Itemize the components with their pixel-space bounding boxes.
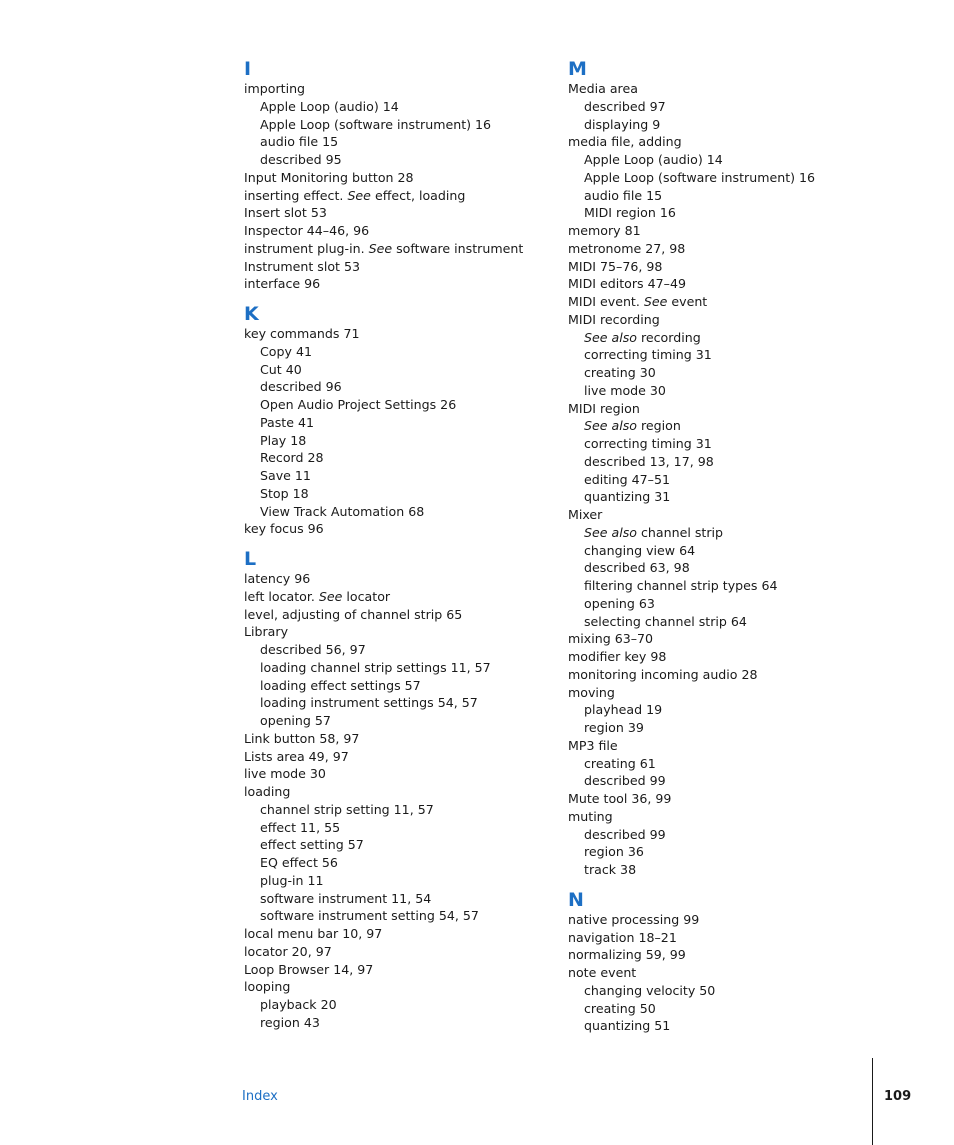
- entry-text: Apple Loop (software instrument) 16: [260, 116, 492, 132]
- index-subentry: [568, 346, 898, 364]
- see-reference: See also: [584, 524, 637, 540]
- entry-text: Instrument slot 53: [244, 258, 361, 274]
- index-subentry: [244, 151, 544, 169]
- entry-text: plug-in 11: [260, 872, 324, 888]
- entry-text: inserting effect.: [244, 187, 348, 203]
- section-letter: M: [568, 58, 587, 80]
- index-subentry: [568, 453, 898, 471]
- index-entry: [244, 783, 544, 801]
- index-subentry: [568, 151, 898, 169]
- index-entry: [244, 258, 544, 276]
- entry-text: changing velocity 50: [584, 982, 716, 998]
- entry-text: modifier key 98: [568, 649, 667, 664]
- index-section: [244, 548, 544, 1032]
- index-subentry: [244, 449, 544, 467]
- entry-text: correcting timing 31: [584, 347, 712, 363]
- index-subentry: [568, 98, 898, 116]
- reference-target: event: [667, 294, 708, 309]
- index-subentry: [568, 524, 898, 542]
- index-subentry: [244, 819, 544, 837]
- index-entry: [244, 240, 544, 258]
- index-subentry: [244, 485, 544, 503]
- index-column-right: [568, 58, 898, 1035]
- entry-text: described 13, 17, 98: [584, 453, 714, 469]
- index-entry: [568, 929, 898, 947]
- index-section: [568, 889, 898, 1035]
- entry-text: opening 57: [260, 713, 331, 728]
- section-letter: K: [244, 303, 259, 325]
- entry-text: creating 50: [584, 1000, 656, 1016]
- entry-text: track 38: [584, 862, 637, 877]
- index-subentry: [568, 701, 898, 719]
- index-subentry: [244, 378, 544, 396]
- index-subentry: [568, 329, 898, 347]
- entry-text: muting: [568, 808, 613, 824]
- index-subentry: [244, 872, 544, 890]
- entry-text: audio file 15: [260, 134, 339, 150]
- index-subentry: [568, 471, 898, 489]
- entry-text: key commands 71: [244, 326, 360, 341]
- index-entry: [568, 946, 898, 964]
- entry-text: EQ effect 56: [260, 855, 338, 870]
- entry-text: audio file 15: [584, 187, 663, 203]
- see-reference: See: [643, 294, 668, 309]
- index-entry: [244, 169, 544, 187]
- entry-text: described 63, 98: [584, 560, 690, 576]
- index-entry: [244, 588, 544, 606]
- reference-target: effect, loading: [370, 187, 466, 203]
- entry-text: Paste 41: [260, 414, 315, 430]
- entry-text: Loop Browser 14, 97: [244, 961, 374, 977]
- entry-text: displaying 9: [584, 116, 661, 132]
- reference-target: software instrument: [392, 240, 524, 256]
- index-entry: [568, 666, 898, 684]
- entry-text: effect setting 57: [260, 837, 364, 853]
- index-subentry: [244, 503, 544, 521]
- entry-text: importing: [244, 81, 306, 96]
- index-subentry: [568, 382, 898, 400]
- index-entry: [568, 737, 898, 755]
- footer-section-label: Index: [242, 1089, 278, 1104]
- entry-text: Inspector 44–46, 96: [244, 223, 370, 238]
- entry-text: region 36: [584, 844, 644, 860]
- index-subentry: [244, 801, 544, 819]
- entry-text: live mode 30: [584, 382, 666, 398]
- index-entry: [244, 606, 544, 624]
- index-section: [244, 303, 544, 538]
- index-entry: [568, 964, 898, 982]
- index-entry: [244, 730, 544, 748]
- index-subentry: [244, 641, 544, 659]
- entry-text: MP3 file: [568, 737, 618, 753]
- entry-text: Save 11: [260, 468, 311, 483]
- index-entry: [244, 748, 544, 766]
- index-subentry: [568, 772, 898, 790]
- index-entry: [568, 222, 898, 240]
- entry-text: quantizing 51: [584, 1018, 671, 1034]
- entry-text: described 99: [584, 773, 666, 789]
- index-subentry: [244, 133, 544, 151]
- index-subentry: [244, 659, 544, 677]
- entry-text: region 39: [584, 720, 644, 735]
- index-entry: [568, 133, 898, 151]
- entry-text: creating 61: [584, 755, 656, 771]
- section-letter: L: [244, 548, 257, 570]
- index-subentry: [244, 98, 544, 116]
- index-subentry: [244, 414, 544, 432]
- index-subentry: [568, 204, 898, 222]
- entry-text: latency 96: [244, 571, 311, 586]
- index-entry: [244, 570, 544, 588]
- entry-text: creating 30: [584, 365, 656, 380]
- index-subentry: [568, 116, 898, 134]
- entry-text: MIDI region: [568, 400, 640, 416]
- entry-text: instrument plug-in.: [244, 240, 369, 256]
- entry-text: loading instrument settings 54, 57: [260, 695, 478, 711]
- entry-text: playhead 19: [584, 702, 663, 718]
- reference-target: channel strip: [636, 524, 723, 540]
- index-subentry: [244, 1014, 544, 1032]
- entry-text: described 95: [260, 152, 342, 167]
- index-subentry: [568, 843, 898, 861]
- entry-text: loading effect settings 57: [260, 677, 421, 693]
- index-entry: [244, 978, 544, 996]
- index-entry: [244, 275, 544, 293]
- entry-text: local menu bar 10, 97: [244, 926, 383, 941]
- entry-text: Input Monitoring button 28: [244, 169, 414, 185]
- entry-text: region 43: [260, 1014, 320, 1030]
- entry-text: memory 81: [568, 223, 641, 238]
- index-entry: [568, 400, 898, 418]
- index-entry: [244, 943, 544, 961]
- entry-text: filtering channel strip types 64: [584, 578, 778, 593]
- index-entry: [244, 222, 544, 240]
- entry-text: Cut 40: [260, 361, 302, 377]
- index-subentry: [244, 907, 544, 925]
- entry-text: View Track Automation 68: [260, 503, 425, 519]
- entry-text: live mode 30: [244, 766, 326, 782]
- index-subentry: [244, 677, 544, 695]
- entry-text: media file, adding: [568, 134, 682, 150]
- index-subentry: [568, 982, 898, 1000]
- entry-text: selecting channel strip 64: [584, 613, 747, 629]
- see-reference: See: [318, 588, 343, 604]
- entry-text: described 96: [260, 379, 342, 395]
- entry-text: loading channel strip settings 11, 57: [260, 659, 491, 675]
- index-entry: [244, 204, 544, 222]
- index-entry: [568, 911, 898, 929]
- index-entry: [568, 293, 898, 311]
- index-entry: [568, 80, 898, 98]
- entry-text: Stop 18: [260, 485, 309, 501]
- index-subentry: [568, 595, 898, 613]
- index-subentry: [244, 890, 544, 908]
- see-reference: See also: [584, 418, 637, 434]
- entry-text: normalizing 59, 99: [568, 947, 686, 963]
- section-letter: I: [244, 58, 252, 80]
- see-reference: See also: [584, 329, 637, 345]
- entry-text: Apple Loop (software instrument) 16: [584, 169, 816, 185]
- footer-divider: [872, 1058, 873, 1145]
- index-section: [568, 58, 898, 879]
- index-subentry: [568, 542, 898, 560]
- entry-text: Copy 41: [260, 343, 312, 359]
- entry-text: Apple Loop (audio) 14: [260, 98, 399, 114]
- index-subentry: [568, 719, 898, 737]
- entry-text: Link button 58, 97: [244, 730, 360, 746]
- index-entry: [568, 275, 898, 293]
- entry-text: native processing 99: [568, 911, 700, 927]
- index-subentry: [568, 417, 898, 435]
- entry-text: loading: [244, 784, 291, 799]
- entry-text: metronome 27, 98: [568, 240, 686, 256]
- index-entry: [244, 325, 544, 343]
- entry-text: MIDI 75–76, 98: [568, 258, 663, 274]
- index-subentry: [244, 996, 544, 1014]
- entry-text: MIDI event.: [568, 294, 644, 309]
- index-subentry: [568, 488, 898, 506]
- entry-text: software instrument 11, 54: [260, 890, 432, 906]
- entry-text: quantizing 31: [584, 489, 671, 505]
- index-subentry: [568, 559, 898, 577]
- entry-text: Record 28: [260, 450, 324, 466]
- entry-text: described 97: [584, 98, 666, 114]
- entry-text: Mute tool 36, 99: [568, 791, 672, 806]
- entry-text: Mixer: [568, 507, 603, 522]
- entry-text: monitoring incoming audio 28: [568, 666, 758, 682]
- index-entry: [244, 765, 544, 783]
- index-subentry: [244, 396, 544, 414]
- index-entry: [244, 925, 544, 943]
- index-entry: [568, 684, 898, 702]
- entry-text: level, adjusting of channel strip 65: [244, 606, 463, 622]
- entry-text: editing 47–51: [584, 471, 671, 487]
- entry-text: opening 63: [584, 595, 655, 611]
- index-entry: [568, 648, 898, 666]
- index-subentry: [244, 343, 544, 361]
- index-subentry: [568, 187, 898, 205]
- index-subentry: [244, 854, 544, 872]
- entry-text: channel strip setting 11, 57: [260, 801, 434, 817]
- section-letter: N: [568, 888, 584, 911]
- index-entry: [568, 311, 898, 329]
- reference-target: locator: [342, 588, 391, 604]
- entry-text: Play 18: [260, 432, 307, 448]
- index-subentry: [568, 435, 898, 453]
- entry-text: MIDI region 16: [584, 205, 676, 221]
- entry-text: left locator.: [244, 588, 319, 604]
- index-entry: [568, 240, 898, 258]
- entry-text: described 99: [584, 826, 666, 842]
- entry-text: locator 20, 97: [244, 943, 332, 959]
- entry-text: key focus 96: [244, 521, 324, 537]
- index-entry: [568, 630, 898, 648]
- index-subentry: [244, 361, 544, 379]
- entry-text: mixing 63–70: [568, 631, 654, 647]
- reference-target: region: [636, 418, 681, 434]
- index-subentry: [244, 116, 544, 134]
- index-subentry: [568, 169, 898, 187]
- index-subentry: [244, 467, 544, 485]
- see-reference: See: [347, 187, 371, 203]
- entry-text: Apple Loop (audio) 14: [584, 152, 723, 167]
- index-column-left: [244, 58, 544, 1032]
- entry-text: effect 11, 55: [260, 819, 341, 835]
- index-subentry: [568, 755, 898, 773]
- index-entry: [244, 961, 544, 979]
- index-subentry: [244, 836, 544, 854]
- index-subentry: [244, 712, 544, 730]
- index-subentry: [568, 1017, 898, 1035]
- index-subentry: [568, 1000, 898, 1018]
- entry-text: described 56, 97: [260, 642, 366, 657]
- entry-text: changing view 64: [584, 542, 696, 558]
- entry-text: correcting timing 31: [584, 436, 712, 451]
- entry-text: moving: [568, 684, 615, 700]
- index-entry: [568, 506, 898, 524]
- entry-text: MIDI recording: [568, 311, 660, 327]
- index-entry: [568, 790, 898, 808]
- entry-text: software instrument setting 54, 57: [260, 908, 479, 924]
- index-subentry: [568, 364, 898, 382]
- entry-text: looping: [244, 979, 291, 995]
- page-number: 109: [884, 1089, 912, 1104]
- entry-text: Lists area 49, 97: [244, 748, 349, 764]
- index-subentry: [244, 694, 544, 712]
- entry-text: playback 20: [260, 997, 337, 1012]
- reference-target: recording: [636, 329, 701, 345]
- entry-text: interface 96: [244, 276, 321, 292]
- index-entry: [568, 258, 898, 276]
- entry-text: note event: [568, 965, 637, 980]
- index-subentry: [568, 826, 898, 844]
- index-entry: [568, 808, 898, 826]
- index-subentry: [568, 613, 898, 631]
- entry-text: Insert slot 53: [244, 205, 327, 221]
- see-reference: See: [368, 240, 393, 256]
- index-entry: [244, 187, 544, 205]
- index-entry: [244, 623, 544, 641]
- entry-text: Library: [244, 624, 289, 640]
- index-subentry: [244, 432, 544, 450]
- entry-text: Media area: [568, 81, 638, 96]
- index-subentry: [568, 577, 898, 595]
- index-entry: [244, 520, 544, 538]
- entry-text: MIDI editors 47–49: [568, 276, 686, 292]
- index-entry: [244, 80, 544, 98]
- entry-text: Open Audio Project Settings 26: [260, 397, 457, 412]
- entry-text: navigation 18–21: [568, 929, 677, 945]
- index-section: [244, 58, 544, 293]
- index-subentry: [568, 861, 898, 879]
